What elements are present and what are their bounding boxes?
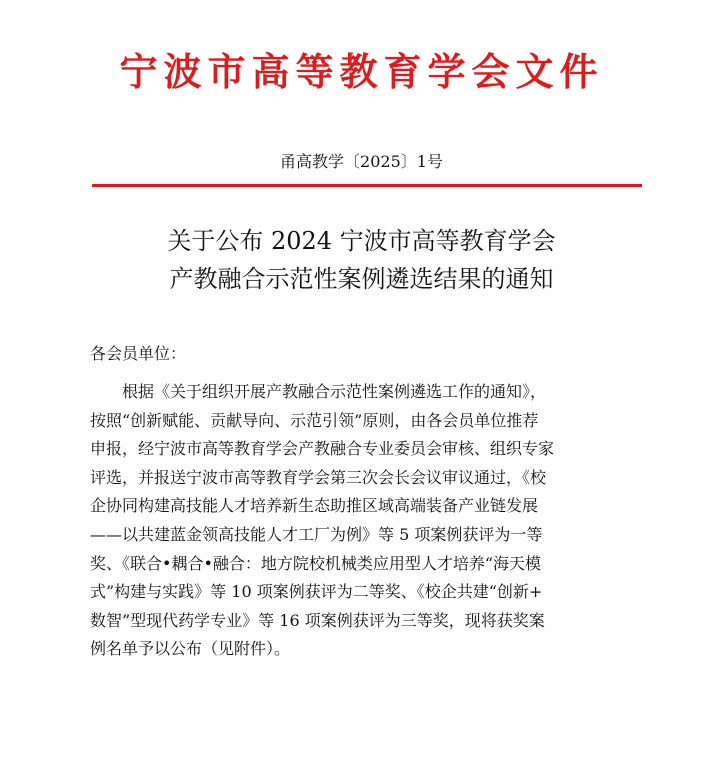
body-line: 数智”型现代药学专业》等 16 项案例获评为三等奖，现将获奖案 — [90, 610, 545, 630]
body-paragraph — [90, 378, 633, 664]
body-line: 申报，经宁波市高等教育学会产教融合专业委员会审核、组织专家 — [90, 439, 555, 459]
body-line: 评选，并报送宁波市高等教育学会第三次会长会议审议通过，《校 — [90, 467, 547, 487]
notice-title-line-1: 关于公布 2024 宁波市高等教育学会 — [167, 227, 556, 255]
body-line: 企协同构建高技能人才培养新生态助推区域高端装备产业链发展 — [90, 496, 539, 516]
notice-title-line-2: 产教融合示范性案例遴选结果的通知 — [169, 265, 554, 293]
body-line: 按照“创新赋能、贡献导向、示范引领”原则，由各会员单位推荐 — [90, 410, 539, 430]
body-line: 奖、《联合•耦合•融合：地方院校机械类应用型人才培养“海天模 — [90, 553, 542, 573]
document-header-title: 宁波市高等教育学会文件 — [119, 50, 604, 94]
body-line: 式”构建与实践》等 10 项案例获评为二等奖、《校企共建“创新+ — [90, 582, 543, 602]
red-divider-rule — [92, 184, 642, 187]
document-number: 甬高教学〔2025〕1号 — [280, 152, 443, 171]
body-line: 根据《关于组织开展产教融合示范性案例遴选工作的通知》， — [122, 382, 547, 401]
body-line: ——以共建蓝金领高技能人才工厂为例》等 5 项案例获评为一等 — [90, 524, 543, 544]
salutation: 各会员单位： — [90, 344, 187, 363]
body-line: 例名单予以公布（见附件）。 — [90, 639, 291, 659]
notice-title — [0, 222, 723, 298]
